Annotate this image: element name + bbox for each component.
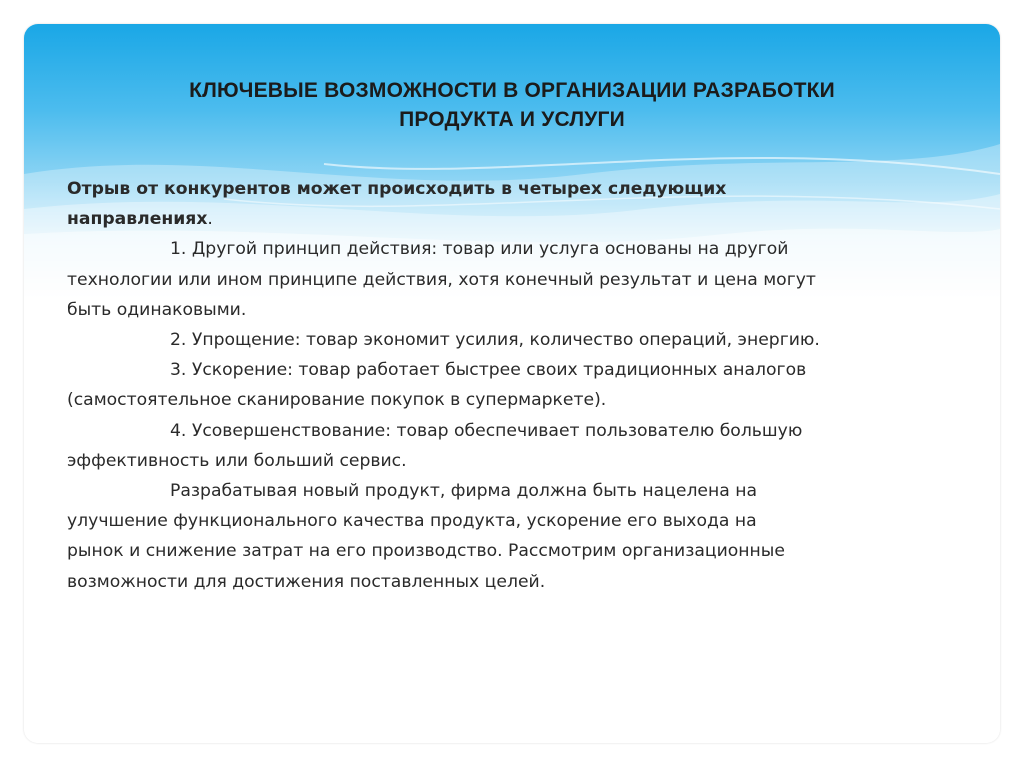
- lead-paragraph: [67, 174, 967, 234]
- slide-body: [67, 174, 967, 597]
- item-2: [67, 325, 967, 355]
- lead-suffix: .: [207, 209, 213, 230]
- item-1: [67, 234, 967, 325]
- item-2-line-1: 2. Упрощение: товар экономит усилия, количество операций, энергию.: [170, 330, 820, 351]
- item-3-line-2: (самостоятельное сканирование покупок в супермаркете).: [67, 390, 607, 411]
- closing-paragraph: [67, 476, 967, 597]
- item-1-line-2: технологии или ином принципе действия, хотя конечный результат и цена могут: [67, 269, 816, 290]
- item-1-line-3: быть одинаковыми.: [67, 299, 247, 320]
- item-4-line-2: эффективность или больший сервис.: [67, 450, 407, 471]
- title-line-1: КЛЮЧЕВЫЕ ВОЗМОЖНОСТИ В ОРГАНИЗАЦИИ РАЗРАБОТКИ: [189, 79, 835, 102]
- closing-line-1: Разрабатывая новый продукт, фирма должна быть нацелена на: [170, 481, 758, 502]
- closing-line-3: рынок и снижение затрат на его производство. Рассмотрим организационные: [67, 541, 785, 562]
- title-line-2: ПРОДУКТА И УСЛУГИ: [399, 108, 625, 131]
- item-3-line-1: 3. Ускорение: товар работает быстрее своих традиционных аналогов: [170, 360, 807, 381]
- slide-title: [24, 76, 1000, 134]
- item-1-line-1: 1. Другой принцип действия: товар или услуга основаны на другой: [170, 239, 789, 260]
- item-4-line-1: 4. Усовершенствование: товар обеспечивает пользователю большую: [170, 420, 803, 441]
- item-3: [67, 355, 967, 415]
- closing-line-2: улучшение функционального качества продукта, ускорение его выхода на: [67, 511, 757, 532]
- lead-line-2: направлениях: [67, 209, 208, 230]
- lead-line-1: Отрыв от конкурентов может происходить в четырех следующих: [67, 179, 727, 199]
- closing-line-4: возможности для достижения поставленных целей.: [67, 571, 546, 592]
- item-4: [67, 416, 967, 476]
- slide: [24, 24, 1000, 743]
